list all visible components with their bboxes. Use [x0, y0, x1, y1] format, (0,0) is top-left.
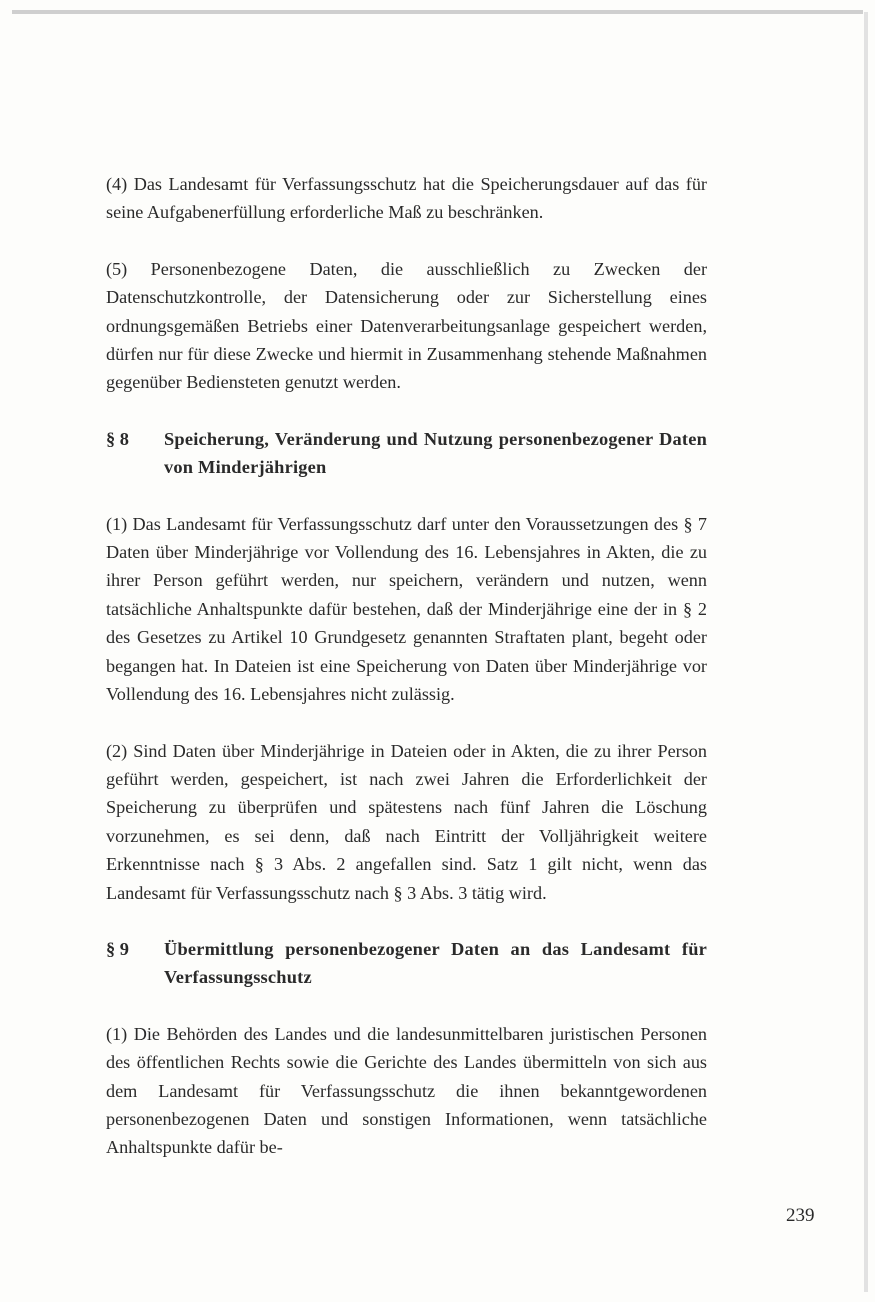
section-9-paragraph-1: (1) Die Behörden des Landes und die landesunmittelbaren juristischen Personen des öffentlichen Rechts sowie die Gerichte des Landes übermitteln von sich aus dem Landesamt für Verfassungsschutz die ihnen bekanntgewordenen personenbezogenen Daten und sonstigen Informationen, wenn tatsächliche Anhaltspunkte dafür be- — [106, 1023, 707, 1158]
section-8-number: § 8 — [106, 428, 129, 449]
scan-edge-right — [864, 12, 868, 1292]
section-8-paragraph-2: (2) Sind Daten über Minderjährige in Dateien oder in Akten, die zu ihrer Person geführt werden, gespeichert, ist nach zwei Jahren die Erforderlichkeit der Speicherung zu überprüfen und spätestens nach fünf Jahren die Löschung vorzunehmen, es sei denn, daß nach Eintritt der Volljährigkeit weitere Erkenntnisse nach § 3 Abs. 2 angefallen sind. Satz 1 gilt nicht, wenn das Landesamt für Verfassungsschutz nach § 3 Abs. 3 tätig wird. — [106, 740, 707, 903]
scan-edge-top — [12, 10, 863, 14]
paragraph-5: (5) Personenbezogene Daten, die ausschließlich zu Zwecken der Datenschutzkontrolle, der Datensicherung oder zur Sicherstellung eines ordnungsgemäßen Betriebs einer Datenverarbeitungsanlage gespeichert werden, dürfen nur für diese Zwecke und hiermit in Zusammenhang stehende Maßnahmen gegenüber Bediensteten genutzt werden. — [106, 258, 707, 393]
page-number: 239 — [786, 1205, 815, 1226]
paragraph-4: (4) Das Landesamt für Verfassungsschutz hat die Speicherungsdauer auf das für seine Aufgabenerfüllung erforderliche Maß zu beschränken. — [106, 174, 707, 223]
section-8-heading — [106, 425, 707, 482]
section-9-number: § 9 — [106, 938, 129, 959]
section-8-title: Speicherung, Veränderung und Nutzung personenbezogener Daten von Minderjährigen — [164, 428, 707, 478]
section-8-paragraph-1: (1) Das Landesamt für Verfassungsschutz darf unter den Voraussetzungen des § 7 Daten über Minderjährige vor Vollendung des 16. Lebensjahres in Akten, die zu ihrer Person geführt werden, nur speichern, verändern und nutzen, wenn tatsächliche Anhaltspunkte dafür bestehen, daß der Minderjährige eine der in § 2 des Gesetzes zu Artikel 10 Grundgesetz genannten Straftaten plant, begeht oder begangen hat. In Dateien ist eine Speicherung von Daten über Minderjährige vor Vollendung des 16. Lebensjahres nicht zulässig. — [106, 513, 707, 705]
section-9-title: Übermittlung personenbezogener Daten an das Landesamt für Verfassungsschutz — [164, 938, 707, 988]
page-content — [106, 170, 707, 1162]
section-9-heading — [106, 935, 707, 992]
